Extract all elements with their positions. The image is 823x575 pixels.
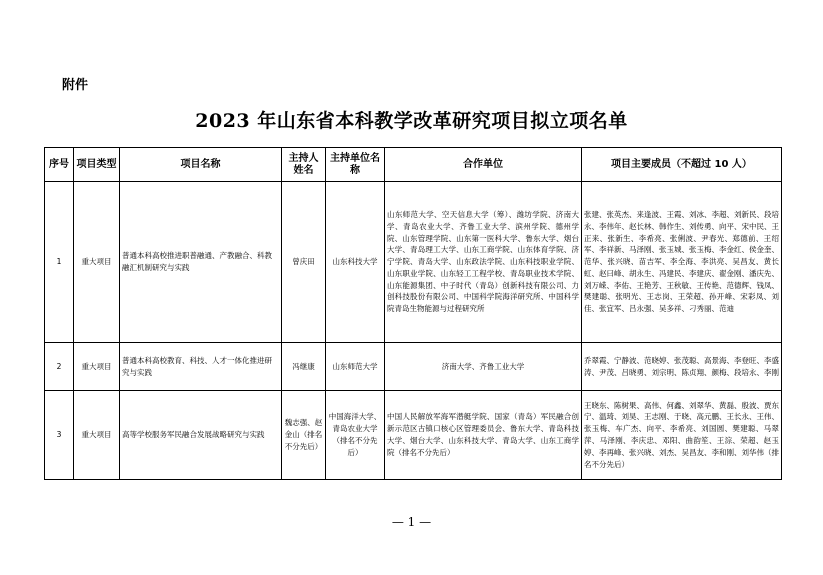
table-header-row <box>45 148 782 182</box>
cell-type: 重大项目 <box>74 391 120 480</box>
col-header-unit: 主持单位名称 <box>326 148 385 182</box>
col-header-type: 项目类型 <box>74 148 120 182</box>
cell-project-name: 普通本科高校推进职普融通、产教融合、科教融汇机制研究与实践 <box>120 182 282 343</box>
cell-project-name: 普通本科高校教育、科技、人才一体化推进研究与实践 <box>120 343 282 391</box>
cell-members: 乔翠霞、宁静波、范晓婷、张茂聪、高景海、李登旺、李盛涛、尹茂、吕晓勇、刘宗明、陈贞翔、颜梅、段培永、李刚 <box>582 343 782 391</box>
cell-members: 张建、张英杰、来逢波、王霞、刘冰、李超、刘新民、段培永、李伟年、赵长林、韩作生、刘传勇、向平、宋中民、王正来、张新生、李希亮、张俐波、尹春光、郑德前、王绍军、李祥新、马泽刚、张玉城、张玉梅、李金红、侯金奎、范华、张兴晓、苗吉军、李全海、李洪亮、吴昌友、黄长虹、赵曰峰、胡永生、冯建民、李建庆、翟金刚、潘庆先、刘万嵘、李佑、王艳芳、王秋敏、王传艳、范德辉、钱凤、樊建聪、张明光、王志岗、王荣超、孙开峰、宋彩凤、刘佳、张宜军、吕永强、吴多祥、刁秀丽、范迪 <box>582 182 782 343</box>
col-header-seq: 序号 <box>45 148 74 182</box>
page-number: — 1 — <box>391 515 432 529</box>
cell-type: 重大项目 <box>74 182 120 343</box>
cell-partners: 济南大学、齐鲁工业大学 <box>385 343 582 391</box>
cell-unit: 中国海洋大学、青岛农业大学（排名不分先后） <box>326 391 385 480</box>
attachment-label: 附件 <box>62 78 89 93</box>
cell-type: 重大项目 <box>74 343 120 391</box>
cell-partners: 山东师范大学、空天信息大学（筹）、潍坊学院、济南大学、青岛农业大学、齐鲁工业大学、滨州学院、德州学院、山东管理学院、山东第一医科大学、鲁东大学、烟台大学、青岛理工大学、山东工商学院、山东体育学院、济宁学院、青岛大学、山东政法学院、山东科技职业学院、山东职业学院、山东轻工工程学校、青岛职业技术学院、山东能源集团、中子时代（青岛）创新科技有限公司、力创科技股份有限公司、中国科学院海洋研究所、中国科学院青岛生物能源与过程研究所 <box>385 182 582 343</box>
cell-unit: 山东科技大学 <box>326 182 385 343</box>
cell-host: 曾庆田 <box>282 182 326 343</box>
cell-partners: 中国人民解放军海军潜艇学院、国家（青岛）军民融合创新示范区古镇口核心区管理委员会、鲁东大学、青岛科技大学、烟台大学、山东科技大学、青岛大学、山东工商学院（排名不分先后） <box>385 391 582 480</box>
table-row <box>45 343 782 391</box>
col-header-host: 主持人姓名 <box>282 148 326 182</box>
cell-host: 冯继康 <box>282 343 326 391</box>
cell-seq: 2 <box>45 343 74 391</box>
cell-unit: 山东师范大学 <box>326 343 385 391</box>
col-header-name: 项目名称 <box>120 148 282 182</box>
cell-project-name: 高等学校服务军民融合发展战略研究与实践 <box>120 391 282 480</box>
table-row <box>45 391 782 480</box>
page-title: 2023 年山东省本科教学改革研究项目拟立项名单 <box>195 110 628 132</box>
cell-host: 魏志强、赵金山（排名不分先后） <box>282 391 326 480</box>
col-header-partners: 合作单位 <box>385 148 582 182</box>
cell-seq: 1 <box>45 182 74 343</box>
table-row <box>45 182 782 343</box>
project-table <box>44 147 782 480</box>
cell-seq: 3 <box>45 391 74 480</box>
col-header-members: 项目主要成员（不超过 10 人） <box>582 148 782 182</box>
cell-members: 王晓东、陈树果、高伟、何鑫、刘翠华、黄磊、殷波、贾东宁、温琦、刘昊、王志刚、于晓、高元鹏、王长永、王伟、张玉梅、车广杰、向平、李希亮、刘国圆、樊建聪、马翠萍、马泽刚、李庆忠、邓阳、曲韵笙、王淙、荣超、赵玉婷、李再峰、张兴晓、刘杰、吴昌友、李和刚、刘华伟（排名不分先后） <box>582 391 782 480</box>
